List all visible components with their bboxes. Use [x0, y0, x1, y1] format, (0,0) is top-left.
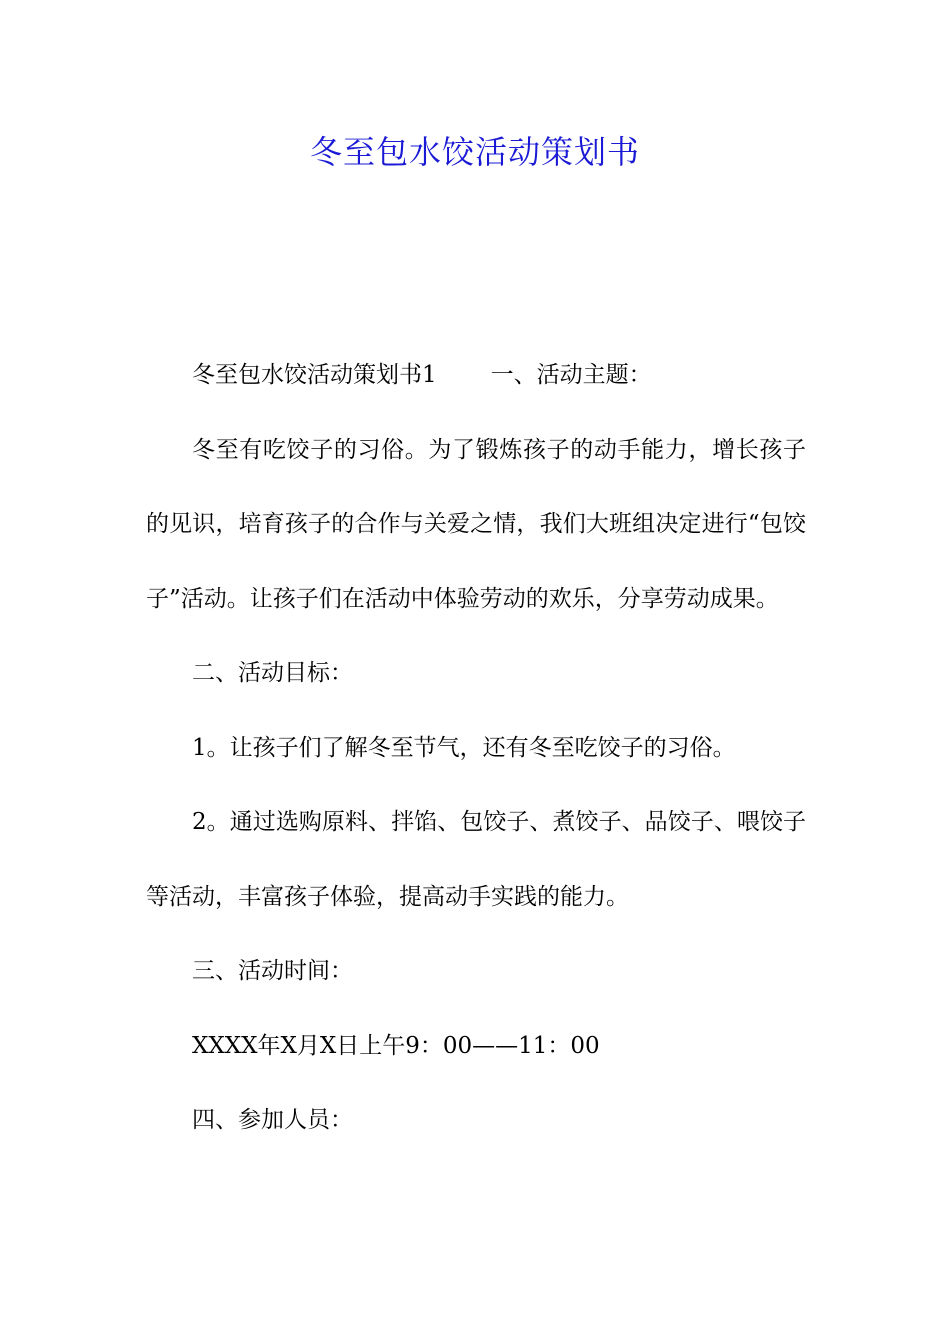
paragraph-heading-theme	[146, 338, 806, 413]
section-heading-participants: 四、参加人员：	[192, 1107, 353, 1133]
section-heading-goals: 二、活动目标：	[192, 660, 353, 686]
section-heading-time: 三、活动时间：	[192, 958, 353, 984]
document-title: 冬至包水饺活动策划书	[309, 133, 640, 171]
section-heading-theme: 一、活动主题：	[490, 362, 652, 388]
goal-item-1: 1。让孩子们了解冬至节气，还有冬至吃饺子的习俗。	[192, 734, 736, 761]
document-body	[146, 338, 806, 1158]
goal-item-2: 2。通过选购原料、拌馅、包饺子、煮饺子、品饺子、喂饺子等活动，丰富孩子体验，提高动手实践的能力。	[146, 809, 806, 910]
document-subtitle: 冬至包水饺活动策划书1	[192, 362, 437, 388]
activity-time: XXXX年X月X日上午9：00——11：00	[192, 1032, 600, 1059]
paragraph-theme-content: 冬至有吃饺子的习俗。为了锻炼孩子的动手能力，增长孩子的见识，培育孩子的合作与关爱之情，我们大班组决定进行“包饺子”活动。让孩子们在活动中体验劳动的欢乐，分享劳动成果。	[146, 436, 806, 612]
